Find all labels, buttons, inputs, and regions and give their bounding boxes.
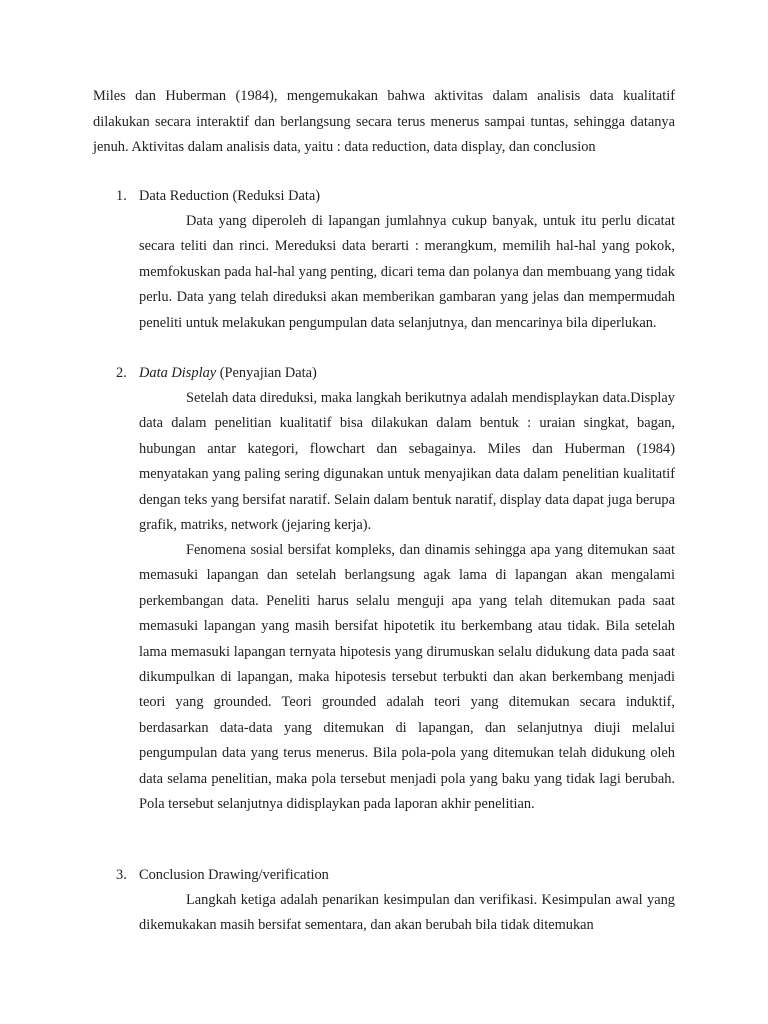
list-item-title-italic: Data Display	[139, 365, 217, 381]
paragraph-fenomena-sosial: Fenomena sosial bersifat kompleks, dan dinamis sehingga apa yang ditemukan saat memasuki lapangan dan setelah berlangsung agak lama di lapangan akan mengalami perkembangan data. Peneliti harus selalu menguji apa yang telah ditemukan pada saat memasuki lapangan yang masih bersifat hipotetik itu berkembang atau tidak. Bila setelah lama memasuki lapangan ternyata hipotesis yang dirumuskan selalu didukung data pada saat dikumpulkan di lapangan, maka hipotesis tersebut terbukti dan akan berkembang menjadi teori yang grounded. Teori grounded adalah teori yang ditemukan secara induktif, berdasarkan data-data yang ditemukan di lapangan, dan selanjutnya diuji melalui pengumpulan data yang terus menerus. Bila pola-pola yang ditemukan telah didukung oleh data selama penelitian, maka pola tersebut menjadi pola yang baku yang tidak lagi berubah. Pola tersebut selanjutnya didisplaykan pada laporan akhir penelitian.	[139, 542, 675, 813]
list-item-title: Conclusion Drawing/verification	[139, 867, 329, 883]
list-item-title-rest: (Penyajian Data)	[216, 365, 317, 381]
intro-paragraph: Miles dan Huberman (1984), mengemukakan bahwa aktivitas dalam analisis data kualitatif dilakukan secara interaktif dan berlangsung secara terus menerus sampai tuntas, sehingga datanya jenuh. Aktivitas dalam analisis data, yaitu : data reduction, data display, dan conclusion	[93, 88, 675, 155]
paragraph-conclusion: Langkah ketiga adalah penarikan kesimpulan dan verifikasi. Kesimpulan awal yang dikemukakan masih bersifat sementara, dan akan berubah bila tidak ditemukan	[139, 892, 675, 934]
list-item-2-heading	[116, 361, 676, 386]
paragraph-data-display: Setelah data direduksi, maka langkah berikutnya adalah mendisplaykan data.Display data dalam penelitian kualitatif bisa dilakukan dalam bentuk : uraian singkat, bagan, hubungan antar kategori, flowchart dan sebagainya. Miles dan Huberman (1984) menyatakan yang paling sering digunakan untuk menyajikan data dalam penelitian kualitatif dengan teks yang bersifat naratif. Selain dalam bentuk naratif, display data dapat juga berupa grafik, matriks, network (jejaring kerja).	[139, 390, 675, 534]
list-item-number: 3.	[116, 867, 127, 883]
list-item-1-heading	[116, 184, 676, 209]
list-item-number: 2.	[116, 365, 127, 381]
list-item-3-heading	[116, 863, 676, 888]
list-item-number: 1.	[116, 188, 127, 204]
paragraph-data-reduction: Data yang diperoleh di lapangan jumlahnya cukup banyak, untuk itu perlu dicatat secara teliti dan rinci. Mereduksi data berarti : merangkum, memilih hal-hal yang pokok, memfokuskan pada hal-hal yang penting, dicari tema dan polanya dan membuang yang tidak perlu. Data yang telah direduksi akan memberikan gambaran yang jelas dan mempermudah peneliti untuk melakukan pengumpulan data selanjutnya, dan mencarinya bila diperlukan.	[139, 213, 675, 331]
list-item-title: Data Reduction (Reduksi Data)	[139, 188, 321, 204]
